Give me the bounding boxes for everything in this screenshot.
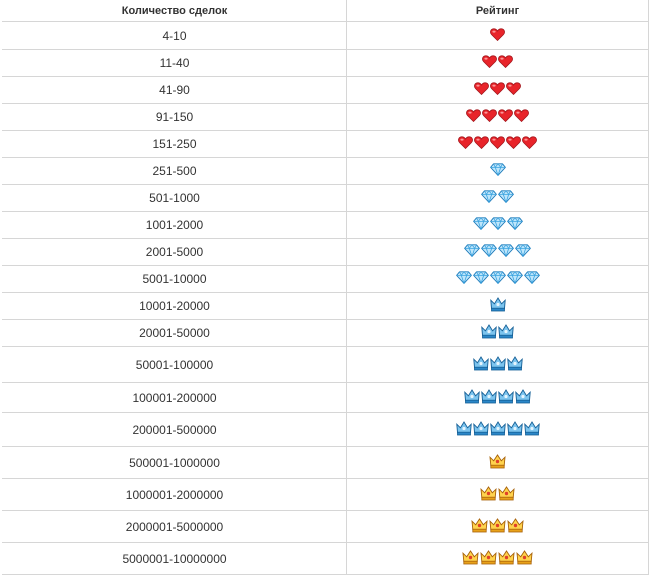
table-row bbox=[3, 22, 649, 50]
deal-count-range: 5001-10000 bbox=[3, 266, 347, 293]
gold-crown-icon bbox=[471, 518, 488, 533]
rating-cell bbox=[347, 212, 649, 239]
deal-count-range: 200001-500000 bbox=[3, 413, 347, 447]
gold-crown-icon bbox=[498, 486, 515, 501]
rating-cell bbox=[347, 413, 649, 447]
rating-icons bbox=[474, 82, 521, 95]
diamond-icon bbox=[490, 271, 506, 284]
rating-cell bbox=[347, 543, 649, 575]
table-row bbox=[3, 50, 649, 77]
table-row bbox=[3, 131, 649, 158]
rating-icons bbox=[481, 324, 514, 339]
rating-cell bbox=[347, 347, 649, 383]
deal-count-range: 251-500 bbox=[3, 158, 347, 185]
rating-icons bbox=[471, 518, 524, 533]
rating-icons bbox=[490, 28, 505, 41]
deal-count-range: 11-40 bbox=[3, 50, 347, 77]
diamond-icon bbox=[498, 244, 514, 257]
rating-cell bbox=[347, 131, 649, 158]
diamond-icon bbox=[464, 244, 480, 257]
heart-icon bbox=[506, 136, 521, 149]
rating-cell bbox=[347, 511, 649, 543]
table-row bbox=[3, 447, 649, 479]
table-row bbox=[3, 383, 649, 413]
deal-count-range: 4-10 bbox=[3, 22, 347, 50]
blue-crown-icon bbox=[507, 421, 523, 436]
heart-icon bbox=[498, 55, 513, 68]
deal-count-range: 501-1000 bbox=[3, 185, 347, 212]
rating-column-header: Рейтинг bbox=[347, 0, 649, 22]
rating-icons bbox=[458, 136, 537, 149]
rating-cell bbox=[347, 293, 649, 320]
blue-crown-icon bbox=[515, 389, 531, 404]
heart-icon bbox=[458, 136, 473, 149]
diamond-icon bbox=[473, 271, 489, 284]
blue-crown-icon bbox=[490, 421, 506, 436]
heart-icon bbox=[482, 55, 497, 68]
rating-cell bbox=[347, 266, 649, 293]
rating-icons bbox=[462, 550, 533, 565]
heart-icon bbox=[490, 136, 505, 149]
rating-icons bbox=[490, 163, 506, 176]
heart-icon bbox=[482, 109, 497, 122]
rating-icons bbox=[464, 389, 531, 404]
diamond-icon bbox=[490, 163, 506, 176]
blue-crown-icon bbox=[524, 421, 540, 436]
deal-count-range: 5000001-10000000 bbox=[3, 543, 347, 575]
gold-crown-icon bbox=[480, 486, 497, 501]
rating-cell bbox=[347, 447, 649, 479]
heart-icon bbox=[474, 82, 489, 95]
table-row bbox=[3, 212, 649, 239]
table-body bbox=[3, 22, 649, 575]
deal-count-range: 50001-100000 bbox=[3, 347, 347, 383]
rating-cell bbox=[347, 320, 649, 347]
heart-icon bbox=[506, 82, 521, 95]
heart-icon bbox=[498, 109, 513, 122]
table-row bbox=[3, 266, 649, 293]
rating-cell bbox=[347, 77, 649, 104]
table-row bbox=[3, 320, 649, 347]
deal-count-range: 1001-2000 bbox=[3, 212, 347, 239]
table-row bbox=[3, 543, 649, 575]
blue-crown-icon bbox=[498, 389, 514, 404]
rating-icons bbox=[482, 55, 513, 68]
diamond-icon bbox=[456, 271, 472, 284]
blue-crown-icon bbox=[498, 324, 514, 339]
deal-count-range: 151-250 bbox=[3, 131, 347, 158]
deal-count-range: 20001-50000 bbox=[3, 320, 347, 347]
blue-crown-icon bbox=[490, 356, 506, 371]
rating-cell bbox=[347, 185, 649, 212]
deal-count-range: 2000001-5000000 bbox=[3, 511, 347, 543]
heart-icon bbox=[474, 136, 489, 149]
table-row bbox=[3, 511, 649, 543]
blue-crown-icon bbox=[464, 389, 480, 404]
deal-count-range: 1000001-2000000 bbox=[3, 479, 347, 511]
heart-icon bbox=[514, 109, 529, 122]
rating-cell bbox=[347, 383, 649, 413]
deal-count-range: 91-150 bbox=[3, 104, 347, 131]
rating-cell bbox=[347, 50, 649, 77]
rating-icons bbox=[480, 486, 515, 501]
rating-table bbox=[2, 0, 649, 575]
deal-count-range: 10001-20000 bbox=[3, 293, 347, 320]
table-row bbox=[3, 239, 649, 266]
rating-icons bbox=[481, 190, 514, 203]
blue-crown-icon bbox=[481, 389, 497, 404]
table-row bbox=[3, 293, 649, 320]
rating-cell bbox=[347, 239, 649, 266]
deal-count-range: 100001-200000 bbox=[3, 383, 347, 413]
rating-cell bbox=[347, 104, 649, 131]
rating-icons bbox=[473, 217, 523, 230]
table-row bbox=[3, 185, 649, 212]
rating-cell bbox=[347, 479, 649, 511]
table-row bbox=[3, 104, 649, 131]
rating-icons bbox=[490, 297, 506, 312]
blue-crown-icon bbox=[507, 356, 523, 371]
table-row bbox=[3, 347, 649, 383]
blue-crown-icon bbox=[456, 421, 472, 436]
heart-icon bbox=[490, 28, 505, 41]
heart-icon bbox=[522, 136, 537, 149]
rating-cell bbox=[347, 22, 649, 50]
diamond-icon bbox=[515, 244, 531, 257]
rating-icons bbox=[464, 244, 531, 257]
table-row bbox=[3, 479, 649, 511]
table-row bbox=[3, 77, 649, 104]
rating-icons bbox=[456, 421, 540, 436]
gold-crown-icon bbox=[498, 550, 515, 565]
gold-crown-icon bbox=[489, 518, 506, 533]
table-header-row bbox=[3, 0, 649, 22]
deal-count-range: 41-90 bbox=[3, 77, 347, 104]
table-row bbox=[3, 158, 649, 185]
blue-crown-icon bbox=[490, 297, 506, 312]
table-row bbox=[3, 413, 649, 447]
rating-icons bbox=[466, 109, 529, 122]
diamond-icon bbox=[507, 271, 523, 284]
rating-icons bbox=[489, 454, 506, 469]
diamond-icon bbox=[481, 190, 497, 203]
rating-icons bbox=[473, 356, 523, 371]
gold-crown-icon bbox=[516, 550, 533, 565]
deal-count-range: 500001-1000000 bbox=[3, 447, 347, 479]
deal-count-range: 2001-5000 bbox=[3, 239, 347, 266]
blue-crown-icon bbox=[481, 324, 497, 339]
gold-crown-icon bbox=[489, 454, 506, 469]
heart-icon bbox=[466, 109, 481, 122]
diamond-icon bbox=[524, 271, 540, 284]
deals-column-header: Количество сделок bbox=[3, 0, 347, 22]
gold-crown-icon bbox=[462, 550, 479, 565]
blue-crown-icon bbox=[473, 356, 489, 371]
diamond-icon bbox=[490, 217, 506, 230]
gold-crown-icon bbox=[507, 518, 524, 533]
rating-icons bbox=[456, 271, 540, 284]
blue-crown-icon bbox=[473, 421, 489, 436]
gold-crown-icon bbox=[480, 550, 497, 565]
diamond-icon bbox=[481, 244, 497, 257]
diamond-icon bbox=[473, 217, 489, 230]
rating-cell bbox=[347, 158, 649, 185]
diamond-icon bbox=[507, 217, 523, 230]
diamond-icon bbox=[498, 190, 514, 203]
heart-icon bbox=[490, 82, 505, 95]
